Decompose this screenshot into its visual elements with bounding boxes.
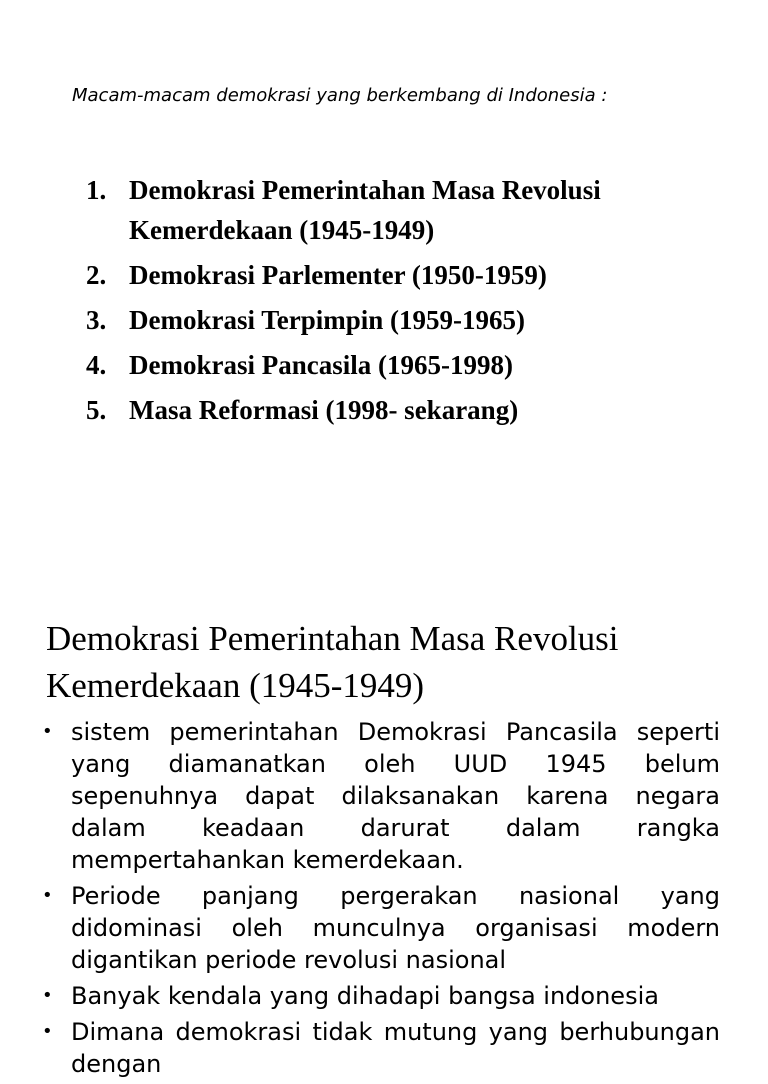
list-item (86, 170, 726, 250)
section-title: Demokrasi Pemerintahan Masa Revolusi Kemerdekaan (1945-1949) (46, 619, 619, 705)
bullet-item (42, 880, 720, 976)
list-item-number: 5. (86, 395, 107, 425)
list-item-number: 2. (86, 260, 107, 290)
list-item (86, 300, 726, 340)
bullet-icon: • (42, 1021, 53, 1042)
bullet-item (42, 716, 720, 876)
bullet-text: Dimana demokrasi tidak mutung yang berhubungan dengan (71, 1018, 720, 1078)
list-item-text: Demokrasi Pancasila (1965-1998) (129, 350, 513, 380)
bullet-list (42, 716, 720, 1084)
bullet-icon: • (42, 721, 53, 742)
list-item-number: 4. (86, 350, 107, 380)
list-item (86, 255, 726, 295)
list-item-text: Masa Reformasi (1998- sekarang) (129, 395, 519, 425)
bullet-icon: • (42, 985, 53, 1006)
bullet-item (42, 980, 720, 1012)
bullet-text: sistem pemerintahan Demokrasi Pancasila seperti yang diamanatkan oleh UUD 1945 belum sepenuhnya dapat dilaksanakan karena negara dalam keadaan darurat dalam rangka mempertahankan kemerdekaan. (71, 718, 720, 874)
list-item-text: Demokrasi Pemerintahan Masa Revolusi Kemerdekaan (1945-1949) (129, 175, 601, 245)
bullet-text: Banyak kendala yang dihadapi bangsa indonesia (71, 982, 659, 1010)
list-item-text: Demokrasi Terpimpin (1959-1965) (129, 305, 526, 335)
list-item-text: Demokrasi Parlementer (1950-1959) (129, 260, 547, 290)
democracy-types-list (86, 170, 726, 435)
list-item (86, 345, 726, 385)
list-item-number: 3. (86, 305, 107, 335)
list-item-number: 1. (86, 175, 107, 205)
bullet-item (42, 1016, 720, 1080)
intro-text: Macam-macam demokrasi yang berkembang di Indonesia : (72, 85, 608, 106)
list-item (86, 390, 726, 430)
bullet-text: Periode panjang pergerakan nasional yang didominasi oleh munculnya organisasi modern digantikan periode revolusi nasional (71, 882, 720, 974)
bullet-icon: • (42, 885, 53, 906)
